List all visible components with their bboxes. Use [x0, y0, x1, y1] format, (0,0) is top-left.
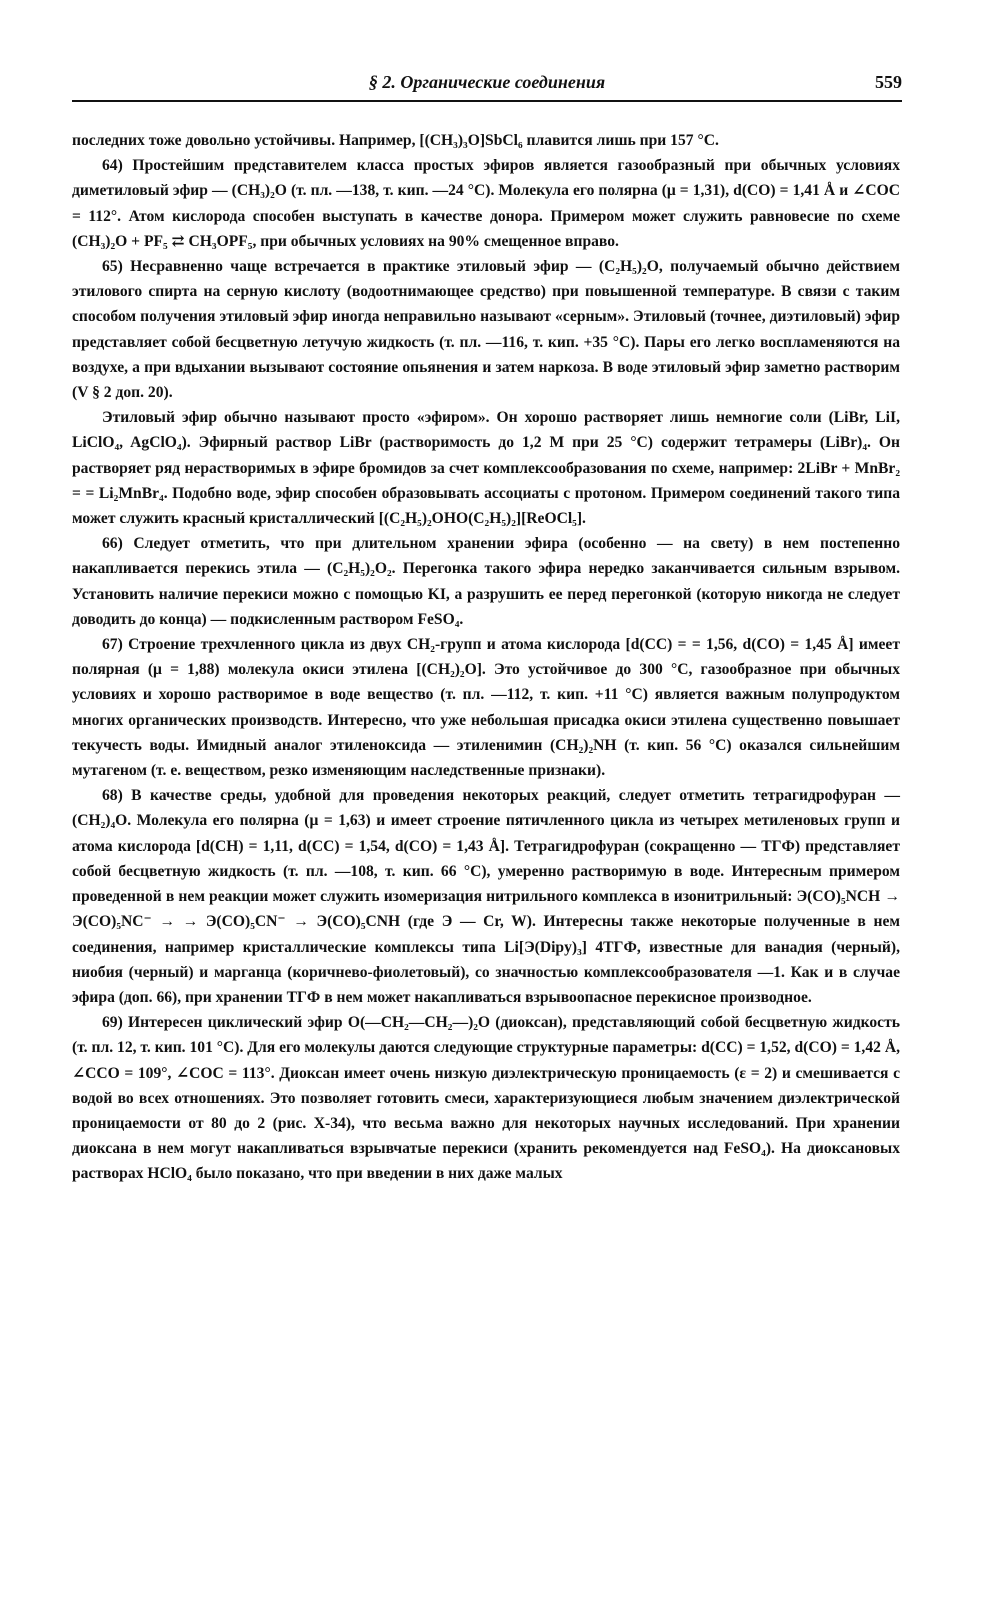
paragraph-64: 64) Простейшим представителем класса простых эфиров является газообразный при обычных условиях диметиловый эфир — (CH₃)₂O (т. пл. —138, т. кип. —24 °C). Молекула его полярна (μ = 1,31), d(CO) = 1,41 Å и ∠COC = 112°. Атом кислорода способен выступать в качестве донора. Примером может служить равновесие по схеме (CH₃)₂O + PF₅ ⇄ CH₃OPF₅, при обычных условиях на 90% смещенное вправо. — [72, 157, 900, 250]
paragraph-67: 67) Строение трехчленного цикла из двух CH₂-групп и атома кислорода [d(CC) = = 1,56, d(CO) = 1,45 Å] имеет полярная (μ = 1,88) молекула окиси этилена [(CH₂)₂O]. Это устойчивое до 300 °C, газообразное при обычных условиях и хорошо растворимое в воде вещество (т. пл. —112, т. кип. +11 °C) является важным полупродуктом многих органических производств. Интересно, что уже небольшая присадка окиси этилена существенно повышает текучесть воды. Имидный аналог этиленоксида — этиленимин (CH₂)₂NH (т. кип. 56 °C) оказался сильнейшим мутагеном (т. е. веществом, резко изменяющим наследственные признаки). — [72, 636, 900, 780]
running-header — [72, 70, 902, 98]
page-number: 559 — [875, 72, 902, 92]
paragraph-69: 69) Интересен циклический эфир O(—CH₂—CH₂—)₂O (диоксан), представляющий собой бесцветную жидкость (т. пл. 12, т. кип. 101 °C). Для его молекулы даются следующие структурные параметры: d(CC) = 1,52, d(CO) = 1,42 Å, ∠CCO = 109°, ∠COC = 113°. Диоксан имеет очень низкую диэлектрическую проницаемость (ε = 2) и смешивается с водой во всех отношениях. Это позволяет готовить смеси, характеризующиеся любым значением диэлектрической проницаемости от 80 до 2 (рис. X-34), что весьма важно для некоторых научных исследований. При хранении диоксана в нем могут накапливаться взрывчатые перекиси (хранить рекомендуется над FeSO₄). На диоксановых растворах HClO₄ было показано, что при введении в них даже малых — [72, 1014, 900, 1183]
header-rule — [72, 100, 902, 102]
paragraph-68: 68) В качестве среды, удобной для проведения некоторых реакций, следует отметить тетрагидрофуран — (CH₂)₄O. Молекула его полярна (μ = 1,63) и имеет строение пятичленного цикла из четырех метиленовых групп и атома кислорода [d(CH) = 1,11, d(CC) = 1,54, d(CO) = 1,43 Å]. Тетрагидрофуран (сокращенно — ТГФ) представляет собой бесцветную жидкость (т. пл. —108, т. кип. 66 °C), умеренно растворимую в воде. Интересным примером проведенной в нем реакции может служить изомеризация нитрильного комплекса в изонитрильный: Э(CO)₅NCH → Э(CO)₅NC⁻ → → Э(CO)₅CN⁻ → Э(CO)₅CNH (где Э — Cr, W). Интересны также некоторые полученные в нем соединения, например кристаллические комплексы типа Li[Э(Dipy)₃] 4ТГФ, известные для ванадия (черный), ниобия (черный) и марганца (коричнево-фиолетовый), со значностью комплексообразователя —1. Как и в случае эфира (доп. 66), при хранении ТГФ в нем может накапливаться взрывоопасное перекисное производное. — [72, 787, 900, 1006]
paragraph-65: 65) Несравненно чаще встречается в практике этиловый эфир — (C₂H₅)₂O, получаемый обычно действием этилового спирта на серную кислоту (водоотнимающее средство) при повышенной температуре. В связи с таким способом получения этиловый эфир иногда неправильно называют «серным». Этиловый (точнее, диэтиловый) эфир представляет собой бесцветную летучую жидкость (т. пл. —116, т. кип. +35 °C). Пары его легко воспламеняются на воздухе, а при вдыхании вызывают состояние опьянения и затем наркоза. В воде этиловый эфир заметно растворим (V § 2 доп. 20). — [72, 258, 900, 402]
section-title: § 2. Органические соединения — [368, 72, 606, 92]
paragraph-65-continued: Этиловый эфир обычно называют просто «эфиром». Он хорошо растворяет лишь немногие соли (LiBr, LiI, LiClO₄, AgClO₄). Эфирный раствор LiBr (растворимость до 1,2 M при 25 °C) содержит тетрамеры (LiBr)₄. Он растворяет ряд нерастворимых в эфире бромидов за счет комплексообразования по схеме, например: 2LiBr + MnBr₂ = = Li₂MnBr₄. Подобно воде, эфир способен образовывать ассоциаты с протоном. Примером соединений такого типа может служить красный кристаллический [(C₂H₅)₂OHO(C₂H₅)₂][ReOCl₅]. — [72, 409, 900, 528]
paragraph-continuation: последних тоже довольно устойчивы. Например, [(CH₃)₃O]SbCl₆ плавится лишь при 157 °C. — [72, 132, 719, 149]
paragraph-66: 66) Следует отметить, что при длительном хранении эфира (особенно — на свету) в нем постепенно накапливается перекись этила — (C₂H₅)₂O₂. Перегонка такого эфира нередко заканчивается сильным взрывом. Установить наличие перекиси можно с помощью KI, а разрушить ее перед перегонкой (которую никогда не следует доводить до конца) — подкисленным раствором FeSO₄. — [72, 535, 900, 628]
page-body — [72, 128, 900, 1187]
